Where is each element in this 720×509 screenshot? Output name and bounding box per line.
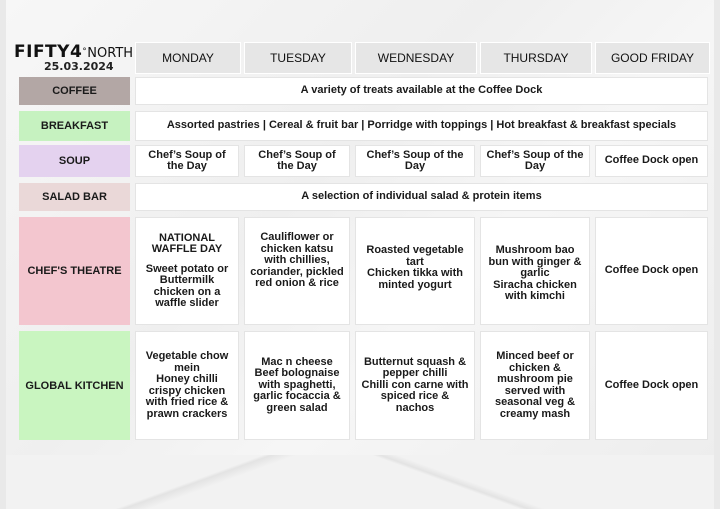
day-header-monday: MONDAY <box>135 42 241 74</box>
soup-cell-monday <box>135 145 239 177</box>
dish-text: Mac n cheese <box>261 355 333 368</box>
soup-text: Chef’s Soup of the Day <box>366 148 464 172</box>
dish-text: Vegetable chow mein <box>145 350 229 374</box>
dish-text: Roasted vegetable tart <box>366 244 464 268</box>
dish-text: Siracha chicken with kimchi <box>493 278 577 302</box>
chefs-theatre-cell-tuesday <box>244 217 350 325</box>
category-global-kitchen: GLOBAL KITCHEN <box>19 331 130 440</box>
global-kitchen-cell-monday <box>135 331 239 440</box>
dish-text: Sweet potato or Buttermilk chicken on a waffle slider <box>145 262 229 309</box>
category-chefs-theatre: CHEF'S THEATRE <box>19 217 130 325</box>
dish-text: Coffee Dock open <box>604 378 699 391</box>
soup-text: Chef’s Soup of the Day <box>258 148 336 172</box>
marble-footer-background <box>6 455 714 509</box>
soup-cell-thursday <box>480 145 590 177</box>
dish-text: NATIONAL WAFFLE DAY <box>151 231 223 255</box>
global-kitchen-cell-thursday <box>480 331 590 440</box>
soup-cell-friday <box>595 145 708 177</box>
dish-text: Cauliflower or chicken katsu with chillies, coriander, pickled red onion & rice <box>250 231 344 289</box>
dish-text: Chicken tikka with minted yogurt <box>367 267 463 291</box>
salad-bar-row <box>135 183 708 211</box>
soup-text: Chef’s Soup of the Day <box>486 148 584 172</box>
soup-text: Chef’s Soup of the Day <box>148 148 226 172</box>
global-kitchen-cell-friday <box>595 331 708 440</box>
global-kitchen-cell-tuesday <box>244 331 350 440</box>
chefs-theatre-cell-monday <box>135 217 239 325</box>
category-breakfast: BREAKFAST <box>19 111 130 141</box>
category-soup: SOUP <box>19 145 130 177</box>
brand-name: FIFTY4 <box>14 42 83 62</box>
breakfast-row-text: Assorted pastries | Cereal & fruit bar | Porridge with toppings | Hot breakfast & breakfast specials <box>166 119 677 132</box>
soup-cell-tuesday <box>244 145 350 177</box>
day-header-good-friday: GOOD FRIDAY <box>595 42 710 74</box>
dish-text: Beef bolognaise with spaghetti, garlic focaccia & green salad <box>253 367 341 414</box>
soup-cell-wednesday <box>355 145 475 177</box>
day-header-wednesday: WEDNESDAY <box>355 42 477 74</box>
soup-text: Coffee Dock open <box>604 154 699 167</box>
category-salad-bar: SALAD BAR <box>19 183 130 211</box>
dish-text: Minced beef or chicken & mushroom pie served with seasonal veg & creamy mash <box>494 350 576 420</box>
chefs-theatre-cell-friday <box>595 217 708 325</box>
day-header-thursday: THURSDAY <box>480 42 592 74</box>
brand-degree: ° <box>82 47 88 57</box>
chefs-theatre-cell-thursday <box>480 217 590 325</box>
menu-date: 25.03.2024 <box>44 60 114 73</box>
coffee-row-text: A variety of treats available at the Coffee Dock <box>300 84 543 97</box>
dish-text: Honey chilli crispy chicken with fried rice & prawn crackers <box>145 373 229 420</box>
brand-logo <box>14 42 134 76</box>
day-header-tuesday: TUESDAY <box>244 42 352 74</box>
dish-text: Butternut squash & pepper chilli <box>363 355 467 380</box>
brand-suffix: NORTH <box>87 46 134 61</box>
coffee-row <box>135 77 708 105</box>
category-coffee: COFFEE <box>19 77 130 105</box>
global-kitchen-cell-wednesday <box>355 331 475 440</box>
breakfast-row <box>135 111 708 141</box>
dish-text: Chilli con carne with spiced rice & nachos <box>361 378 469 414</box>
salad-bar-row-text: A selection of individual salad & protein items <box>301 190 542 203</box>
dish-text: Mushroom bao bun with ginger & garlic <box>488 244 582 279</box>
dish-text: Coffee Dock open <box>604 264 699 277</box>
chefs-theatre-cell-wednesday <box>355 217 475 325</box>
